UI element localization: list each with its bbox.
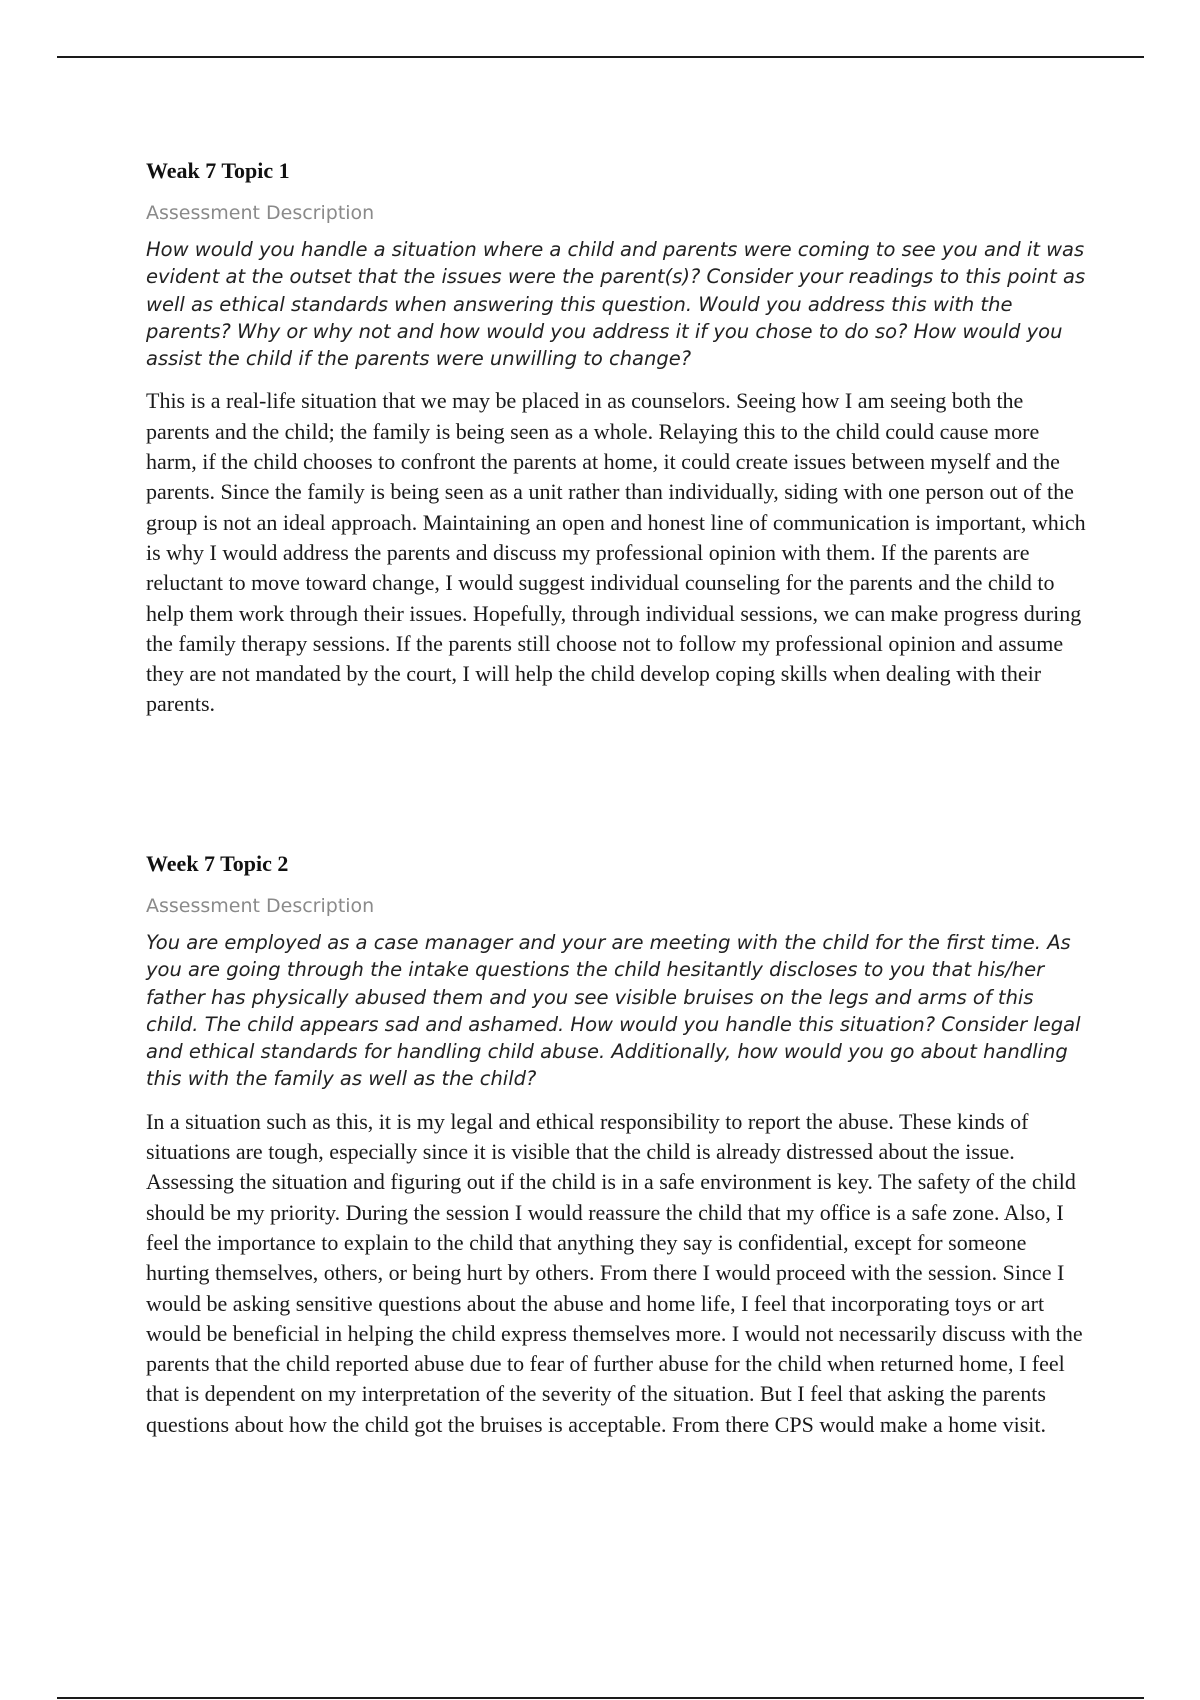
- answer-text: This is a real-life situation that we may be placed in as counselors. Seeing how I am seeing both the parents and the child; the family is being seen as a whole. Relaying this to the child could cause more harm, if the child chooses to confront the parents at home, it could create issues between myself and the parents. Since the family is being seen as a unit rather than individually, siding with one person out of the group is not an ideal approach. Maintaining an open and honest line of communication is important, which is why I would address the parents and discuss my professional opinion with them. If the parents are reluctant to move toward change, I would suggest individual counseling for the parents and the child to help them work through their issues. Hopefully, through individual sessions, we can make progress during the family therapy sessions. If the parents still choose not to follow my professional opinion and assume they are not mandated by the court, I will help the child develop coping skills when dealing with their parents.: [146, 388, 1086, 717]
- section-topic-1: [146, 156, 1096, 720]
- assessment-prompt: You are employed as a case manager and your are meeting with the child for the first time. As you are going through the intake questions the child hesitantly discloses to you that his/her father has physically abused them and you see visible bruises on the legs and arms of this child. The child appears sad and ashamed. How would you handle this situation? Consider legal and ethical standards for handling child abuse. Additionally, how would you go about handling this with the family as well as the child?: [146, 931, 1081, 1091]
- answer-text: In a situation such as this, it is my legal and ethical responsibility to report the abuse. These kinds of situations are tough, especially since it is visible that the child is already distressed about the issue. Assessing the situation and figuring out if the child is in a safe environment is key. The safety of the child should be my priority. During the session I would reassure the child that my office is a safe zone. Also, I feel the importance to explain to the child that anything they say is confidential, except for someone hurting themselves, others, or being hurt by others. From there I would proceed with the session. Since I would be asking sensitive questions about the abuse and home life, I feel that incorporating toys or art would be beneficial in helping the child express themselves more. I would not necessarily discuss with the parents that the child reported abuse due to fear of further abuse for the child when returned home, I feel that is dependent on my interpretation of the severity of the situation. But I feel that asking the parents questions about how the child got the bruises is acceptable. From there CPS would make a home visit.: [146, 1108, 1083, 1437]
- section-topic-2: [146, 849, 1096, 1440]
- section-title: Week 7 Topic 2: [146, 851, 289, 876]
- assessment-label: Assessment Description: [146, 895, 375, 917]
- top-divider: [57, 56, 1144, 58]
- assessment-label: Assessment Description: [146, 202, 375, 224]
- bottom-divider: [57, 1697, 1144, 1699]
- assessment-prompt: How would you handle a situation where a child and parents were coming to see you and it was evident at the outset that the issues were the parent(s)? Consider your readings to this point as well as ethical standards when answering this question. Would you address this with the parents? Why or why not and how would you address it if you chose to do so? How would you assist the child if the parents were unwilling to change?: [146, 238, 1086, 371]
- section-title: Weak 7 Topic 1: [146, 158, 290, 183]
